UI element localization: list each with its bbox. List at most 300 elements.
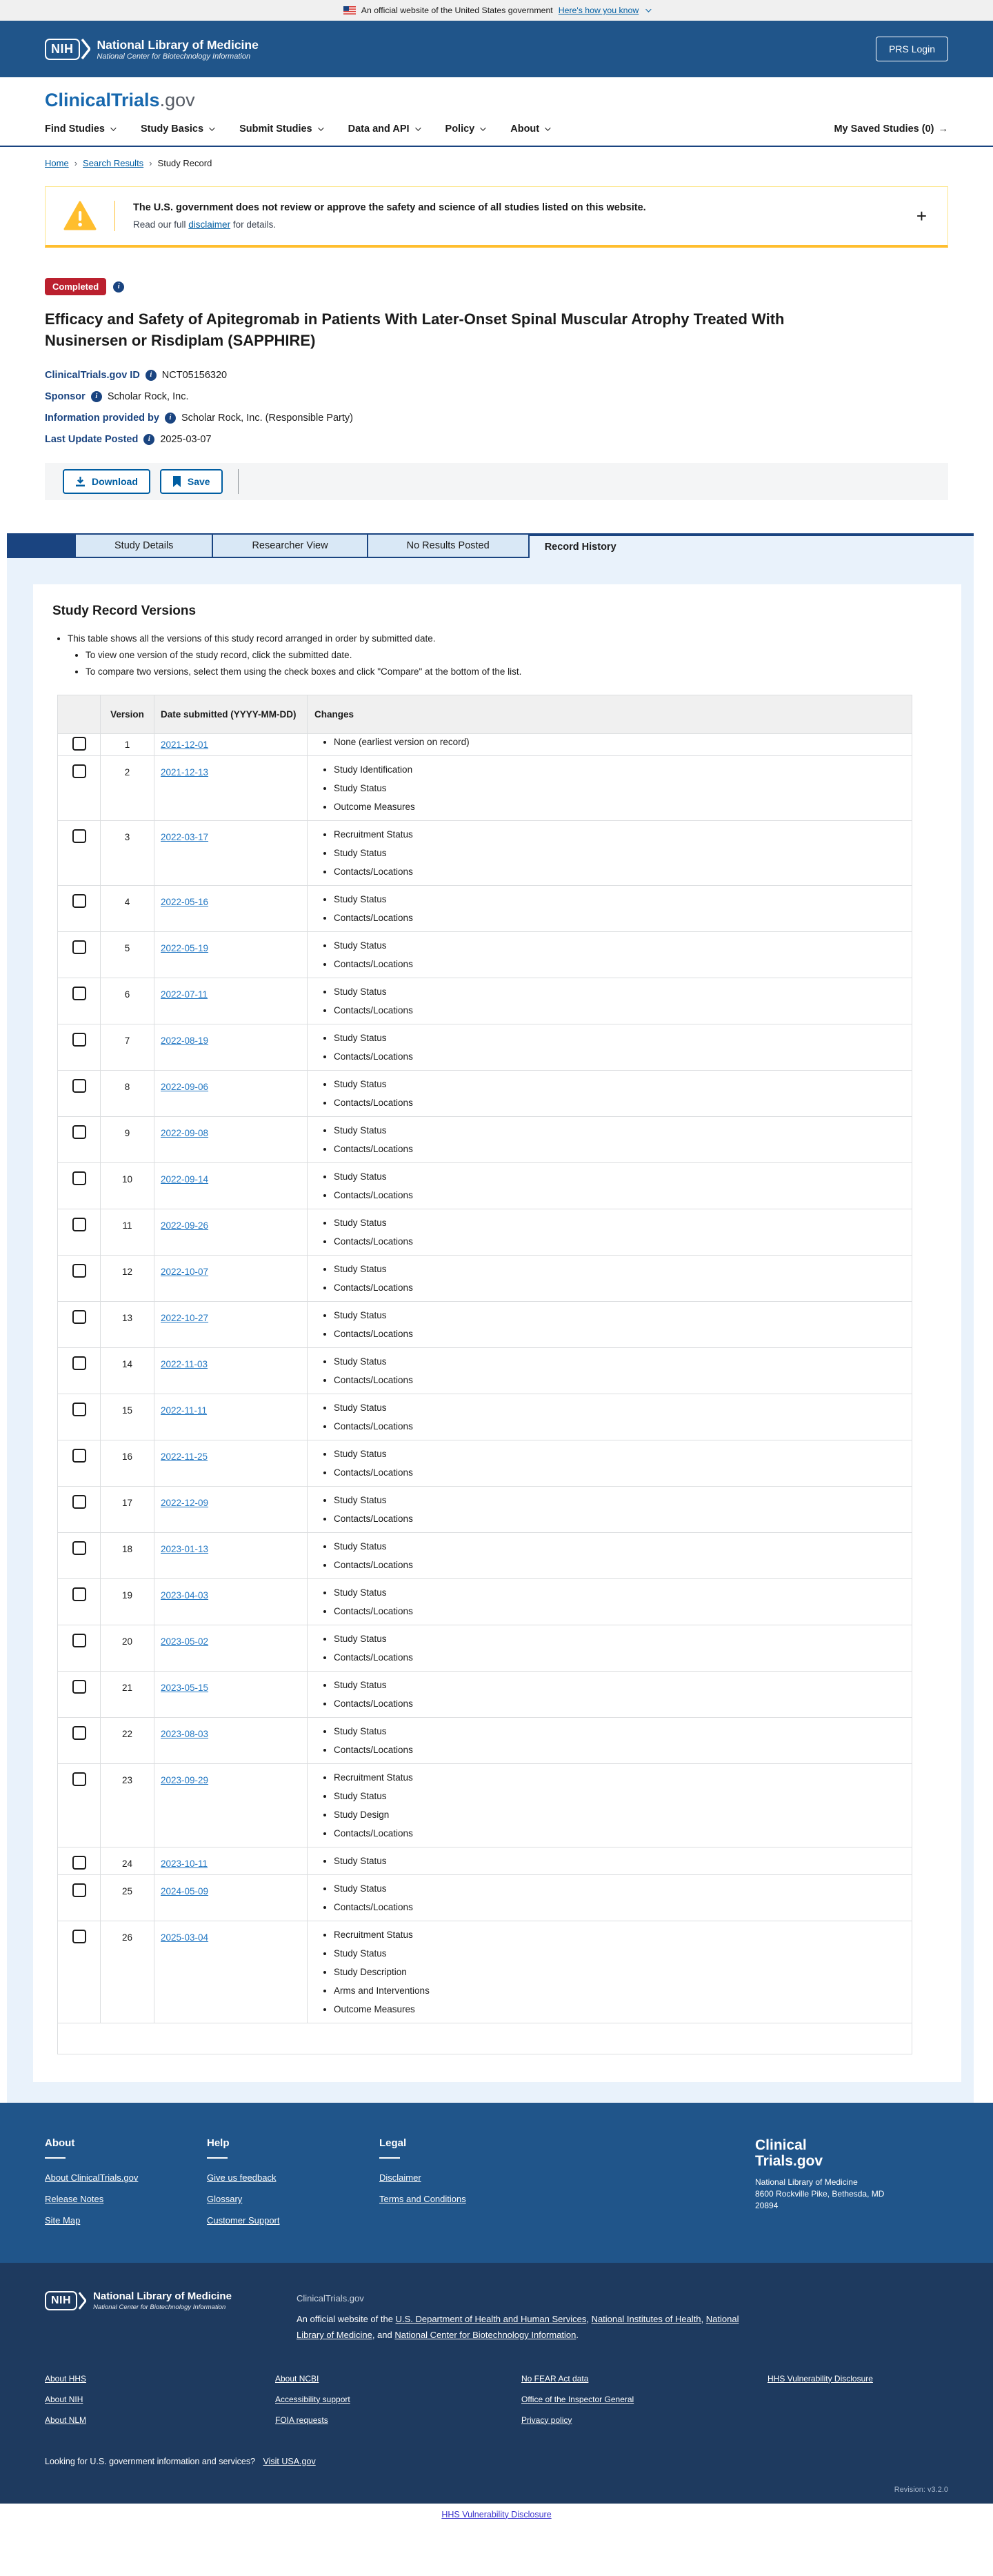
date-link[interactable]: 2023-01-13 — [161, 1544, 209, 1555]
change-item: • Study Status — [334, 890, 905, 909]
table-row — [58, 1672, 912, 1718]
nav-item-label: About — [510, 123, 540, 135]
changes-list — [314, 1445, 905, 1482]
changes-cell — [308, 756, 912, 820]
date-link[interactable]: 2022-11-11 — [161, 1405, 208, 1416]
checkbox-cell — [58, 1348, 101, 1394]
nav-item-data-and-api[interactable] — [348, 123, 419, 135]
table-row — [58, 1302, 912, 1348]
footer-column-about — [45, 2137, 207, 2237]
panel-heading: Study Record Versions — [52, 603, 197, 618]
checkbox-cell — [58, 1117, 101, 1162]
meta-label: Information provided by — [45, 412, 159, 424]
version-checkbox[interactable] — [72, 1449, 86, 1463]
visit-usa-gov-link[interactable]: Visit USA.gov — [263, 2456, 316, 2466]
version-checkbox[interactable] — [72, 737, 86, 751]
change-item: • Study Status — [334, 1445, 905, 1463]
checkbox-cell — [58, 734, 101, 755]
breadcrumb-search-results[interactable]: Search Results — [83, 158, 144, 168]
table-row — [58, 1487, 912, 1533]
date-link[interactable]: 2023-05-02 — [161, 1636, 209, 1647]
version-checkbox[interactable] — [72, 829, 86, 843]
ncbi-link[interactable]: National Center for Biotechnology Information — [394, 2330, 576, 2341]
date-link[interactable]: 2022-05-16 — [161, 897, 209, 908]
changes-list — [314, 1029, 905, 1066]
version-cell: 19 — [101, 1579, 154, 1625]
download-icon — [75, 476, 86, 487]
date-link[interactable]: 2023-08-03 — [161, 1729, 209, 1740]
table-row — [58, 1348, 912, 1394]
instruction-sub: • To compare two versions, select them using the check boxes and click "Compare" at the bottom of the list. — [86, 664, 941, 680]
date-link[interactable]: 2022-11-25 — [161, 1452, 208, 1463]
date-cell — [154, 1579, 308, 1625]
version-checkbox[interactable] — [72, 894, 86, 908]
info-icon[interactable]: i — [113, 281, 124, 293]
date-link[interactable]: 2022-09-14 — [161, 1174, 209, 1185]
change-item: • Contacts/Locations — [334, 1001, 905, 1020]
version-checkbox[interactable] — [72, 1930, 86, 1943]
table-row — [58, 756, 912, 821]
last-update-value: 2025-03-07 — [160, 433, 212, 445]
tab-study-details[interactable]: Study Details — [74, 533, 213, 558]
nav-item-submit-studies[interactable] — [239, 123, 322, 135]
meta-label: Last Update Posted — [45, 433, 139, 445]
checkbox-cell — [58, 1487, 101, 1532]
nih-footer-link-column — [45, 2374, 275, 2436]
changes-cell — [308, 1024, 912, 1070]
changes-list — [314, 1768, 905, 1843]
changes-list — [314, 1879, 905, 1916]
version-checkbox[interactable] — [72, 1403, 86, 1416]
change-item: • Study Status — [334, 1629, 905, 1648]
version-cell: 4 — [101, 886, 154, 931]
table-row — [58, 1764, 912, 1847]
changes-cell — [308, 1875, 912, 1921]
header-date-submitted: Date submitted (YYYY-MM-DD) — [154, 695, 308, 733]
date-link[interactable]: 2022-09-06 — [161, 1082, 209, 1093]
nav-item-label: Policy — [445, 123, 475, 135]
version-cell: 1 — [101, 734, 154, 755]
version-cell: 10 — [101, 1163, 154, 1209]
date-link[interactable]: 2022-03-17 — [161, 832, 209, 843]
nih-link[interactable]: National Institutes of Health — [591, 2313, 701, 2324]
checkbox-cell — [58, 1163, 101, 1209]
footer-column-links — [379, 2172, 755, 2204]
change-item: • Contacts/Locations — [334, 1278, 905, 1297]
change-item: • Contacts/Locations — [334, 955, 905, 973]
instruction-sub: • To view one version of the study record, click the submitted date. — [86, 648, 941, 663]
changes-cell — [308, 1302, 912, 1347]
nih-footer-link-accessibility-support[interactable]: Accessibility support — [275, 2394, 350, 2404]
disclaimer-link[interactable]: disclaimer — [188, 219, 231, 230]
footer-link-about-clinicaltrials-gov[interactable]: About ClinicalTrials.gov — [45, 2172, 139, 2183]
meta-row-last-update-posted — [45, 434, 948, 445]
version-checkbox[interactable] — [72, 1680, 86, 1694]
footer-address-line: National Library of Medicine — [755, 2177, 858, 2187]
nav-item-label: Study Basics — [141, 123, 204, 135]
footer-link-customer-support[interactable]: Customer Support — [207, 2215, 280, 2226]
version-checkbox[interactable] — [72, 1171, 86, 1185]
breadcrumb-home[interactable]: Home — [45, 158, 69, 168]
bottom-bar — [0, 2504, 993, 2527]
changes-cell — [308, 1718, 912, 1763]
version-checkbox[interactable] — [72, 940, 86, 954]
checkbox-cell — [58, 1533, 101, 1578]
meta-row-sponsor — [45, 391, 948, 402]
date-link[interactable]: 2025-03-04 — [161, 1932, 209, 1943]
change-item: • Contacts/Locations — [334, 1140, 905, 1158]
checkbox-cell — [58, 821, 101, 885]
change-item: • Study Status — [334, 1583, 905, 1602]
version-cell: 26 — [101, 1921, 154, 2023]
brand-clinicaltrials[interactable]: ClinicalTrials — [45, 90, 160, 110]
nih-footer-link-privacy-policy[interactable]: Privacy policy — [521, 2415, 572, 2425]
nav-item-about[interactable] — [510, 123, 549, 135]
info-icon[interactable]: i — [143, 434, 154, 445]
changes-list — [314, 1213, 905, 1251]
change-item: • Contacts/Locations — [334, 1093, 905, 1112]
separator: , — [701, 2313, 706, 2324]
header-version: Version — [101, 695, 154, 733]
expand-plus-icon[interactable]: + — [916, 206, 927, 226]
chevron-down-icon — [645, 6, 651, 12]
version-checkbox[interactable] — [72, 1079, 86, 1093]
change-item: • Contacts/Locations — [334, 1325, 905, 1343]
checkbox-cell — [58, 1302, 101, 1347]
change-item: • Contacts/Locations — [334, 1556, 905, 1574]
changes-list — [314, 1925, 905, 2019]
nih-footer-link-about-nlm[interactable]: About NLM — [45, 2415, 87, 2425]
date-link[interactable]: 2022-10-27 — [161, 1313, 209, 1324]
changes-list — [314, 1583, 905, 1621]
version-cell: 18 — [101, 1533, 154, 1578]
nlm-logo[interactable] — [45, 38, 259, 61]
version-checkbox[interactable] — [72, 1634, 86, 1647]
changes-list — [314, 890, 905, 927]
version-cell: 12 — [101, 1256, 154, 1301]
warning-body-prefix: Read our full — [133, 219, 189, 230]
warning-divider — [114, 201, 115, 231]
date-cell — [154, 1117, 308, 1162]
version-checkbox[interactable] — [72, 1726, 86, 1740]
version-cell: 25 — [101, 1875, 154, 1921]
changes-list — [314, 936, 905, 973]
nct-id-value: NCT05156320 — [161, 369, 228, 381]
change-item: • Outcome Measures — [334, 2000, 905, 2019]
version-checkbox[interactable] — [72, 1125, 86, 1139]
meta-row-information-provided-by — [45, 413, 948, 424]
version-cell: 9 — [101, 1117, 154, 1162]
changes-cell — [308, 1163, 912, 1209]
date-link[interactable]: 2023-04-03 — [161, 1590, 209, 1601]
revision-label: Revision: v3.2.0 — [894, 2485, 948, 2494]
date-link[interactable]: 2021-12-13 — [161, 767, 209, 778]
version-cell: 8 — [101, 1071, 154, 1116]
date-cell — [154, 1256, 308, 1301]
hhs-vulnerability-disclosure-link[interactable]: HHS Vulnerability Disclosure — [441, 2509, 552, 2519]
version-cell: 22 — [101, 1718, 154, 1763]
checkbox-cell — [58, 978, 101, 1024]
version-cell: 11 — [101, 1209, 154, 1255]
status-badge: Completed — [45, 278, 106, 295]
table-row — [58, 978, 912, 1024]
separator: , — [586, 2313, 592, 2324]
sponsor-value: Scholar Rock, Inc. — [107, 390, 189, 402]
change-item: • Study Status — [334, 1852, 905, 1870]
date-link[interactable]: 2022-10-07 — [161, 1267, 209, 1278]
nih-footer-link-column — [768, 2374, 948, 2436]
changes-cell — [308, 734, 912, 755]
download-label: Download — [92, 475, 138, 487]
nav-item-policy[interactable] — [445, 123, 485, 135]
change-item: • Study Status — [334, 982, 905, 1001]
footer-column-legal — [379, 2137, 755, 2237]
changes-cell — [308, 1071, 912, 1116]
action-bar — [45, 463, 948, 500]
saved-studies-label: My Saved Studies (0) — [834, 123, 934, 135]
version-checkbox[interactable] — [72, 1587, 86, 1601]
nih-footer-link-office-of-the-inspector-general[interactable]: Office of the Inspector General — [521, 2394, 634, 2404]
change-item: • Study Status — [334, 1121, 905, 1140]
save-button[interactable] — [160, 469, 223, 494]
footer-link-terms-and-conditions[interactable]: Terms and Conditions — [379, 2194, 466, 2205]
date-link[interactable]: 2022-11-03 — [161, 1359, 208, 1370]
date-link[interactable]: 2022-08-19 — [161, 1036, 209, 1047]
date-cell — [154, 1625, 308, 1671]
date-cell — [154, 821, 308, 885]
nlm-subtitle: National Center for Biotechnology Information — [97, 52, 251, 61]
version-checkbox[interactable] — [72, 1356, 86, 1370]
chevron-down-icon — [318, 125, 323, 130]
changes-list — [314, 982, 905, 1020]
date-link[interactable]: 2022-09-26 — [161, 1220, 209, 1231]
changes-cell — [308, 1117, 912, 1162]
government-disclaimer-box — [45, 186, 948, 248]
status-row — [45, 278, 948, 295]
nlm-link[interactable]: National Library of Medicine — [297, 2313, 739, 2341]
changes-cell — [308, 1672, 912, 1717]
change-item: • Study Status — [334, 779, 905, 797]
date-link[interactable]: 2024-05-09 — [161, 1886, 209, 1897]
table-row — [58, 821, 912, 886]
footer-column-heading: Legal — [379, 2137, 407, 2150]
date-cell — [154, 1847, 308, 1874]
nav-item-label: Data and API — [348, 123, 410, 135]
primary-nav-items — [45, 123, 549, 135]
table-row — [58, 1117, 912, 1163]
date-cell — [154, 1348, 308, 1394]
date-cell — [154, 1921, 308, 2023]
info-icon[interactable]: i — [146, 370, 157, 381]
change-item: • Contacts/Locations — [334, 862, 905, 881]
tab-researcher-view[interactable]: Researcher View — [212, 533, 368, 558]
date-cell — [154, 1394, 308, 1440]
table-row — [58, 1921, 912, 2023]
nih-footer-site-label: ClinicalTrials.gov — [297, 2293, 364, 2304]
us-flag-icon — [343, 6, 356, 14]
footer-column-links — [207, 2172, 379, 2226]
date-link[interactable]: 2023-05-15 — [161, 1683, 209, 1694]
footer-link-release-notes[interactable]: Release Notes — [45, 2194, 104, 2205]
date-link[interactable]: 2023-09-29 — [161, 1775, 209, 1786]
my-saved-studies-link[interactable] — [834, 123, 948, 135]
warning-headline: The U.S. government does not review or approve the safety and science of all studies listed on this website. — [133, 202, 646, 213]
footer-clinicaltrials-logo — [755, 2137, 948, 2169]
separator: , and — [372, 2330, 395, 2341]
nih-footer-link-about-hhs[interactable]: About HHS — [45, 2373, 87, 2384]
footer-link-give-us-feedback[interactable]: Give us feedback — [207, 2172, 277, 2183]
nlm-subtitle: National Center for Biotechnology Information — [93, 2303, 226, 2312]
changes-cell — [308, 1348, 912, 1394]
version-checkbox[interactable] — [72, 1218, 86, 1231]
date-link[interactable]: 2023-10-11 — [161, 1859, 208, 1870]
change-item: • Outcome Measures — [334, 797, 905, 816]
how-you-know-link[interactable]: Here's how you know — [558, 6, 639, 15]
change-item: • Contacts/Locations — [334, 1047, 905, 1066]
version-cell: 20 — [101, 1625, 154, 1671]
version-checkbox[interactable] — [72, 1883, 86, 1897]
version-checkbox[interactable] — [72, 1856, 86, 1870]
version-checkbox[interactable] — [72, 1033, 86, 1047]
date-cell — [154, 1672, 308, 1717]
changes-cell — [308, 1209, 912, 1255]
checkbox-cell — [58, 1440, 101, 1486]
instruction-intro: • This table shows all the versions of this study record arranged in order by submitted date. — [68, 631, 941, 646]
prs-login-button[interactable]: PRS Login — [876, 37, 948, 61]
chevron-down-icon — [415, 125, 421, 130]
tab-no-results-posted[interactable]: No Results Posted — [367, 533, 530, 558]
change-item: • Recruitment Status — [334, 1768, 905, 1787]
changes-cell — [308, 1921, 912, 2023]
changes-cell — [308, 932, 912, 978]
version-cell: 5 — [101, 932, 154, 978]
change-item: • Study Identification — [334, 760, 905, 779]
tab-record-history[interactable]: Record History — [544, 541, 616, 553]
checkbox-cell — [58, 1024, 101, 1070]
study-title: Efficacy and Safety of Apitegromab in Patients With Later-Onset Spinal Muscular Atrophy Treated With Nusinersen or Risdiplam (SAPPHIRE) — [45, 310, 785, 349]
change-item: • Contacts/Locations — [334, 1602, 905, 1621]
version-checkbox[interactable] — [72, 1772, 86, 1786]
table-row — [58, 1024, 912, 1071]
date-cell — [154, 1024, 308, 1070]
footer-heading-rule — [207, 2157, 228, 2159]
date-link[interactable]: 2021-12-01 — [161, 740, 209, 751]
date-cell — [154, 756, 308, 820]
change-item: • Contacts/Locations — [334, 1463, 905, 1482]
date-cell — [154, 1071, 308, 1116]
date-link[interactable]: 2022-05-19 — [161, 943, 209, 954]
footer-link-disclaimer[interactable]: Disclaimer — [379, 2172, 421, 2183]
checkbox-cell — [58, 1718, 101, 1763]
hhs-link[interactable]: U.S. Department of Health and Human Services — [395, 2313, 587, 2324]
checkbox-cell — [58, 756, 101, 820]
breadcrumb-current: Study Record — [157, 158, 212, 168]
date-link[interactable]: 2022-09-08 — [161, 1128, 209, 1139]
change-item: • Study Status — [334, 1352, 905, 1371]
footer-column-heading: Help — [207, 2137, 230, 2150]
info-icon[interactable]: i — [91, 391, 102, 402]
version-cell: 21 — [101, 1672, 154, 1717]
footer-logo-line2: Trials.gov — [755, 2153, 823, 2170]
nih-footer — [0, 2263, 993, 2503]
footer-columns — [45, 2137, 755, 2237]
table-row — [58, 932, 912, 978]
nav-item-study-basics[interactable] — [141, 123, 213, 135]
change-item: • Contacts/Locations — [334, 1648, 905, 1667]
chevron-down-icon — [209, 125, 214, 130]
checkbox-cell — [58, 886, 101, 931]
table-end-space — [58, 2023, 912, 2054]
change-item: • Contacts/Locations — [334, 909, 905, 927]
changes-list — [314, 1629, 905, 1667]
changes-cell — [308, 1764, 912, 1847]
changes-cell — [308, 1256, 912, 1301]
changes-list — [314, 1167, 905, 1205]
version-checkbox[interactable] — [72, 1495, 86, 1509]
breadcrumb — [0, 147, 993, 170]
changes-cell — [308, 1440, 912, 1486]
checkbox-cell — [58, 1847, 101, 1874]
nav-item-label: Find Studies — [45, 123, 105, 135]
change-item: • Study Status — [334, 1029, 905, 1047]
version-checkbox[interactable] — [72, 1264, 86, 1278]
date-cell — [154, 734, 308, 755]
footer-column-links — [45, 2172, 207, 2226]
changes-cell — [308, 886, 912, 931]
nih-footer-logo[interactable] — [45, 2290, 297, 2343]
footer-address-line: 20894 — [755, 2201, 779, 2211]
version-checkbox[interactable] — [72, 987, 86, 1000]
version-checkbox[interactable] — [72, 1310, 86, 1324]
footer-link-glossary[interactable]: Glossary — [207, 2194, 243, 2205]
brand-row — [0, 77, 993, 114]
period: . — [576, 2330, 579, 2341]
nav-item-find-studies[interactable] — [45, 123, 114, 135]
nih-footer-links — [45, 2374, 948, 2436]
table-row — [58, 1625, 912, 1672]
table-row — [58, 1533, 912, 1579]
nih-footer-link-foia-requests[interactable]: FOIA requests — [275, 2415, 328, 2425]
warning-body — [133, 219, 646, 230]
change-item: • Study Status — [334, 1167, 905, 1186]
version-checkbox[interactable] — [72, 1541, 86, 1555]
date-link[interactable]: 2022-07-11 — [161, 989, 208, 1000]
nih-footer-link-about-ncbi[interactable]: About NCBI — [275, 2373, 319, 2384]
nih-footer-link-hhs-vulnerability-disclosure[interactable]: HHS Vulnerability Disclosure — [768, 2373, 873, 2384]
change-item: • None (earliest version on record) — [334, 734, 905, 751]
date-link[interactable]: 2022-12-09 — [161, 1498, 209, 1509]
checkbox-cell — [58, 1579, 101, 1625]
version-checkbox[interactable] — [72, 764, 86, 778]
header-changes: Changes — [314, 709, 354, 720]
changes-list — [314, 1398, 905, 1436]
change-item: • Contacts/Locations — [334, 1371, 905, 1389]
nih-footer-link-no-fear-act-data[interactable]: No FEAR Act data — [521, 2373, 589, 2384]
checkbox-cell — [58, 1071, 101, 1116]
info-icon[interactable]: i — [165, 413, 176, 424]
footer-heading-rule — [379, 2157, 400, 2159]
download-button[interactable] — [63, 469, 150, 494]
changes-list — [314, 825, 905, 881]
nih-footer-link-about-nih[interactable]: About NIH — [45, 2394, 83, 2404]
checkbox-cell — [58, 1875, 101, 1921]
record-history-section — [7, 558, 974, 2103]
changes-cell — [308, 1394, 912, 1440]
footer-link-site-map[interactable]: Site Map — [45, 2215, 81, 2226]
action-divider — [238, 469, 239, 494]
changes-list — [314, 1852, 905, 1870]
change-item: • Contacts/Locations — [334, 1417, 905, 1436]
